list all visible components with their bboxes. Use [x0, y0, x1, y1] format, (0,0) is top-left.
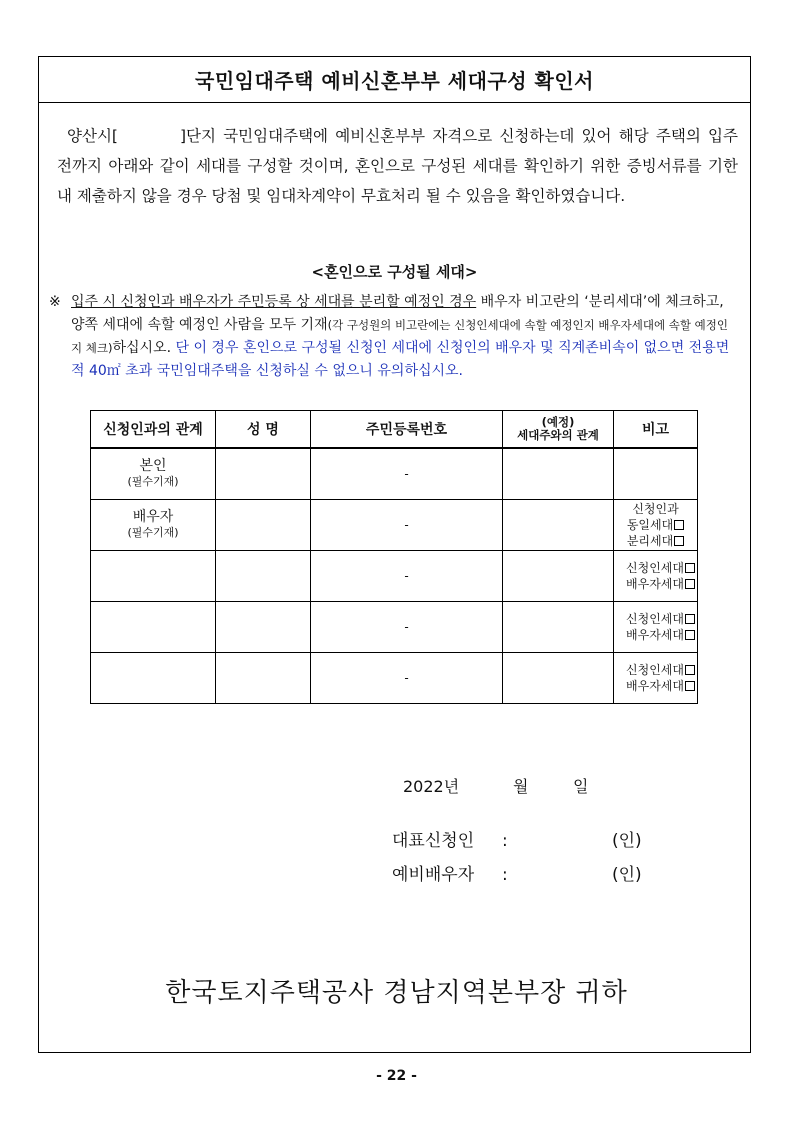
- recipient-line: 한국토지주택공사 경남지역본부장 귀하: [165, 978, 628, 1008]
- option-label: 배우자세대: [626, 678, 684, 693]
- applicant-household-option[interactable]: [614, 560, 695, 576]
- table-row: [91, 448, 698, 499]
- spouse-household-option[interactable]: [614, 576, 695, 592]
- header-relation: 신청인과의 관계: [91, 411, 216, 449]
- remark-cell: [614, 448, 698, 499]
- note-text-2: 하십시오.: [112, 340, 176, 356]
- table-header-row: [91, 411, 698, 449]
- name-cell[interactable]: [216, 652, 311, 703]
- future-relation-cell[interactable]: [503, 550, 614, 601]
- separate-household-option[interactable]: [614, 533, 697, 549]
- date-day: 일: [573, 777, 589, 796]
- applicant-household-option[interactable]: [614, 662, 695, 678]
- note-underlined: 입주 시 신청인과 배우자가 주민등록 상 세대를 분리할 예정인 경우: [71, 294, 477, 310]
- note-small-text: (각 구성원의 비고란에는 신청인세대에 속할 예정인지 배우자세대에 속할 예정인지 체크): [71, 318, 728, 355]
- header-rrn: 주민등록번호: [311, 411, 503, 449]
- relation-cell: [91, 499, 216, 550]
- option-label: 분리세대: [626, 533, 674, 548]
- required-note: (필수기재): [127, 474, 179, 488]
- header-name: 성 명: [216, 411, 311, 449]
- signature-label: 대표신청인: [392, 831, 475, 851]
- header-future-pre: (예정): [541, 415, 575, 429]
- checkbox[interactable]: [674, 520, 684, 530]
- signature-label: 예비배우자: [392, 865, 475, 885]
- relation-label: 배우자: [132, 508, 174, 525]
- signature-colon[interactable]: :: [502, 831, 508, 851]
- option-label: 신청인세대: [626, 662, 684, 677]
- spouse-household-option[interactable]: [614, 678, 695, 694]
- future-relation-cell[interactable]: [503, 448, 614, 499]
- relation-cell[interactable]: [91, 601, 216, 652]
- instruction-note: [49, 291, 736, 383]
- applicant-household-option[interactable]: [614, 611, 695, 627]
- form-title: 국민임대주택 예비신혼부부 세대구성 확인서: [39, 57, 750, 103]
- remark-label: 신청인과: [632, 501, 679, 516]
- name-cell[interactable]: [216, 499, 311, 550]
- remark-cell: [614, 601, 698, 652]
- table-row: [91, 652, 698, 703]
- option-label: 배우자세대: [626, 627, 684, 642]
- future-relation-cell[interactable]: [503, 499, 614, 550]
- remark-cell: [614, 652, 698, 703]
- intro-paragraph: [57, 121, 738, 211]
- signature-applicant: [392, 826, 642, 851]
- required-note: (필수기재): [127, 525, 179, 539]
- checkbox[interactable]: [685, 681, 695, 691]
- rrn-cell[interactable]: -: [311, 550, 503, 601]
- relation-label: 본인: [139, 457, 167, 474]
- checkbox[interactable]: [685, 665, 695, 675]
- intro-text: 국민임대주택에 예비신혼부부 자격으로 신청하는데 있어 해당 주택의 입주 전까지 아래와 같이 세대를 구성할 것이며, 혼인으로 구성된 세대를 확인하기 위한 증빙서류를 기한 내 제출하지 않을 경우 당첨 및 임대차계약이 무효처리 될 수 있음을 확인하였습니다.: [57, 127, 738, 205]
- name-cell[interactable]: [216, 550, 311, 601]
- header-future-relation: [503, 411, 614, 449]
- date-month: 월: [513, 777, 529, 796]
- rrn-cell[interactable]: -: [311, 499, 503, 550]
- remark-cell: [614, 550, 698, 601]
- checkbox[interactable]: [685, 563, 695, 573]
- date-year: 2022년: [403, 777, 460, 796]
- remark-cell: [614, 499, 698, 550]
- name-cell[interactable]: [216, 448, 311, 499]
- intro-city: 양산시[: [67, 127, 118, 145]
- household-members-table: [90, 410, 698, 704]
- signature-colon[interactable]: :: [502, 865, 508, 885]
- rrn-cell[interactable]: -: [311, 652, 503, 703]
- rrn-cell[interactable]: -: [311, 601, 503, 652]
- seal-mark: (인): [612, 831, 642, 851]
- spouse-household-option[interactable]: [614, 627, 695, 643]
- relation-cell[interactable]: [91, 652, 216, 703]
- date-line: [403, 774, 588, 797]
- checkbox[interactable]: [685, 579, 695, 589]
- header-remark: 비고: [614, 411, 698, 449]
- future-relation-cell[interactable]: [503, 601, 614, 652]
- name-cell[interactable]: [216, 601, 311, 652]
- note-warning: 단 이 경우 혼인으로 구성될 신청인 세대에 신청인의 배우자 및 직계존비속이 없으면 전용면적 40㎡ 초과 국민임대주택을 신청하실 수 없으니 유의하십시오.: [71, 340, 730, 379]
- note-text-1: 배우자 비고란의 ‘분리세대’에 체크하고, 양쪽 세대에 속할 예정인 사람을 모두 기재: [71, 294, 724, 333]
- relation-cell: [91, 448, 216, 499]
- signature-fiance: [392, 860, 642, 885]
- reference-mark: ※: [49, 294, 61, 310]
- table-row: [91, 601, 698, 652]
- rrn-cell[interactable]: -: [311, 448, 503, 499]
- checkbox[interactable]: [685, 614, 695, 624]
- option-label: 배우자세대: [626, 576, 684, 591]
- checkbox[interactable]: [674, 536, 684, 546]
- seal-mark: (인): [612, 865, 642, 885]
- page-number: - 22 -: [376, 1068, 417, 1084]
- option-label: 동일세대: [626, 517, 674, 532]
- same-household-option[interactable]: [614, 517, 697, 533]
- section-title: <혼인으로 구성될 세대>: [311, 263, 478, 281]
- option-label: 신청인세대: [626, 611, 684, 626]
- table-row: [91, 499, 698, 550]
- relation-cell[interactable]: [91, 550, 216, 601]
- option-label: 신청인세대: [626, 560, 684, 575]
- future-relation-cell[interactable]: [503, 652, 614, 703]
- table-row: [91, 550, 698, 601]
- intro-bracket-close: ]단지: [179, 127, 216, 145]
- checkbox[interactable]: [685, 630, 695, 640]
- header-future-label: 세대주와의 관계: [517, 428, 599, 442]
